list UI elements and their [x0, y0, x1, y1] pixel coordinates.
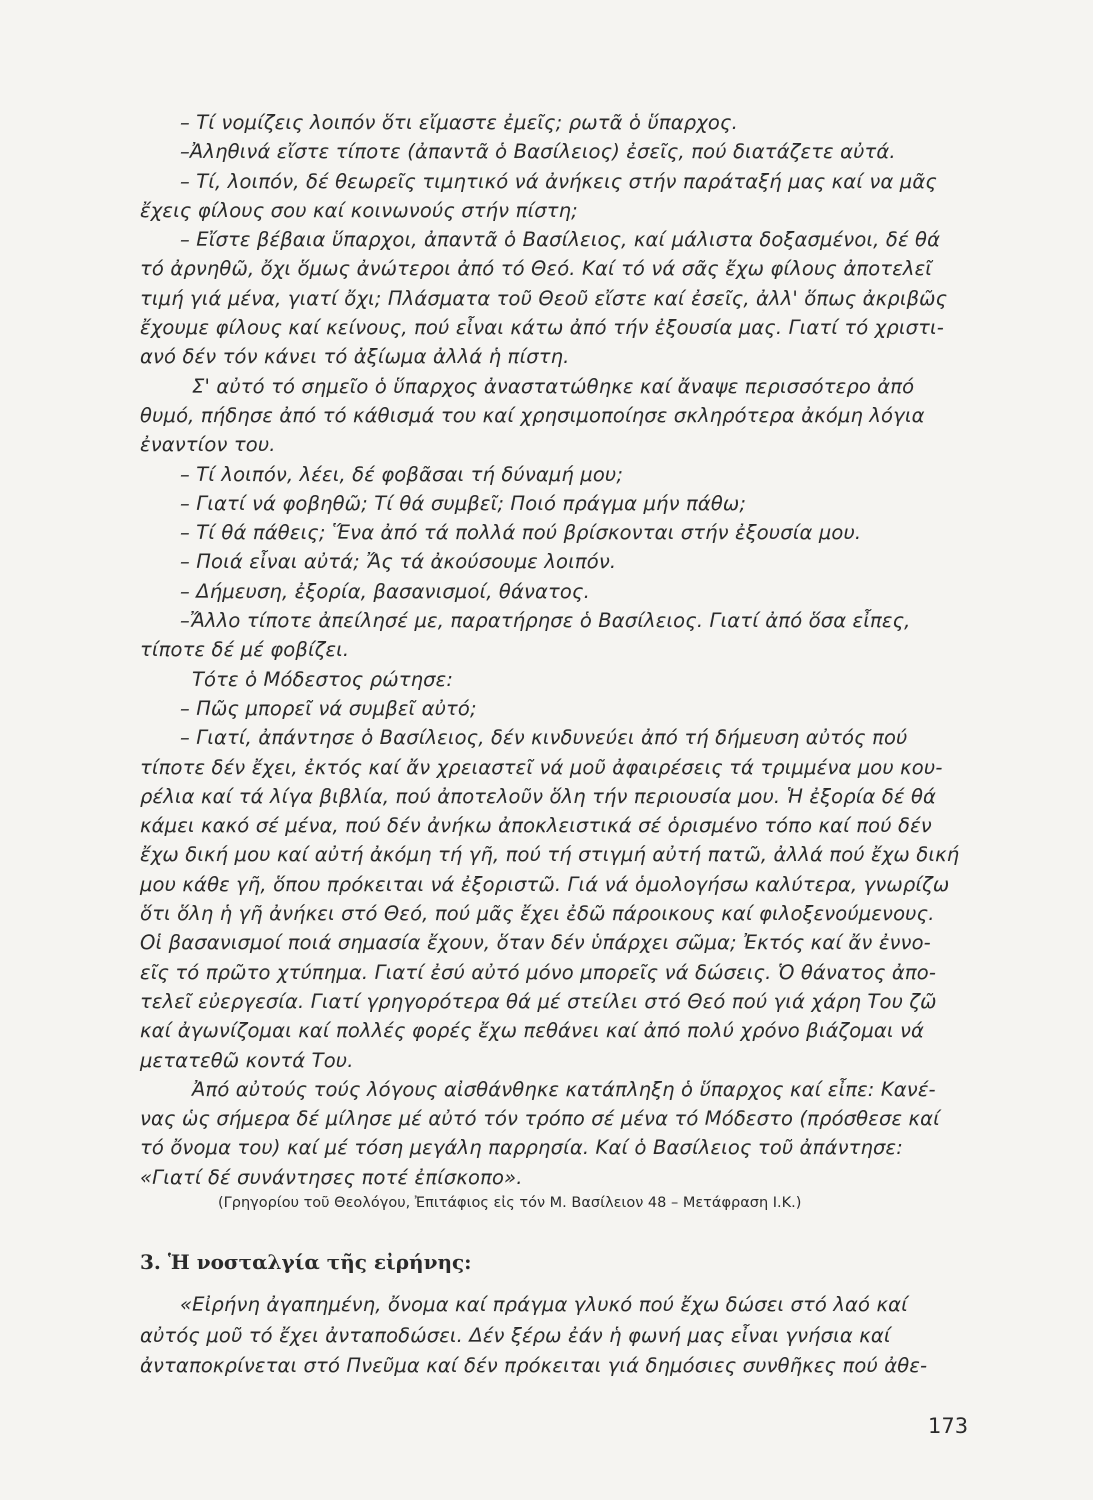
- text-line: – Τί θά πάθεις; Ἕνα ἀπό τά πολλά πού βρίσκονται στήν ἐξουσία μου.: [180, 521, 862, 545]
- text-line: τό ἀρνηθῶ, ὄχι ὅμως ἀνώτεροι ἀπό τό Θεό. Καί τό νά σᾶς ἔχω φίλους ἀποτελεῖ: [140, 257, 933, 281]
- text-line: – Πῶς μπορεῖ νά συμβεῖ αὐτό;: [180, 696, 477, 720]
- text-line: – Εἴστε βέβαια ὕπαρχοι, ἀπαντᾶ ὁ Βασίλειος, καί μάλιστα δοξασμένοι, δέ θά: [180, 228, 941, 252]
- source-citation: (Γρηγορίου τοῦ Θεολόγου, Ἐπιτάφιος εἰς τόν Μ. Βασίλειον 48 – Μετάφραση Ι.Κ.): [218, 1195, 802, 1211]
- text-line: Τότε ὁ Μόδεστος ρώτησε:: [192, 667, 454, 691]
- text-line: «Εἰρήνη ἀγαπημένη, ὄνομα καί πράγμα γλυκό πού ἔχω δώσει στό λαό καί: [180, 1293, 908, 1316]
- text-line: Σ' αὐτό τό σημεῖο ὁ ὕπαρχος ἀναστατώθηκε καί ἄναψε περισσότερο ἀπό: [192, 374, 915, 398]
- text-line: μου κάθε γῆ, ὅπου πρόκειται νά ἐξοριστῶ. Γιά νά ὁμολογήσω καλύτερα, γνωρίζω: [140, 872, 950, 896]
- page-number: 173: [928, 1414, 969, 1438]
- text-line: – Τί λοιπόν, λέει, δέ φοβᾶσαι τή δύναμή μου;: [180, 462, 624, 486]
- text-line: ἐναντίον του.: [140, 433, 276, 457]
- quote-text: [140, 1290, 972, 1382]
- text-line: κάμει κακό σέ μένα, πού δέν ἀνήκω ἀποκλειστικά σέ ὁρισμένο τόπο καί πού δέν: [140, 814, 932, 838]
- text-line: – Γιατί, ἀπάντησε ὁ Βασίλειος, δέν κινδυνεύει ἀπό τή δήμευση αὐτός πού: [180, 726, 908, 750]
- text-line: «Γιατί δέ συνάντησες ποτέ ἐπίσκοπο».: [140, 1165, 523, 1189]
- text-line: – Δήμευση, ἐξορία, βασανισμοί, θάνατος.: [180, 579, 590, 603]
- text-line: ἔχουμε φίλους καί κείνους, πού εἶναι κάτω ἀπό τήν ἐξουσία μας. Γιατί τό χριστι-: [140, 316, 944, 340]
- text-line: Ἀπό αὐτούς τούς λόγους αἰσθάνθηκε κατάπληξη ὁ ὕπαρχος καί εἶπε: Κανέ-: [192, 1077, 936, 1101]
- text-line: τελεῖ εὐεργεσία. Γιατί γρηγορότερα θά μέ στείλει στό Θεό πού γιά χάρη Του ζῶ: [140, 989, 937, 1013]
- text-line: τιμή γιά μένα, γιατί ὄχι; Πλάσματα τοῦ Θεοῦ εἴστε καί ἐσεῖς, ἀλλ' ὅπως ἀκριβῶς: [140, 286, 948, 310]
- text-line: αὐτός μοῦ τό ἔχει ἀνταποδώσει. Δέν ξέρω ἐάν ἡ φωνή μας εἶναι γνήσια καί: [140, 1323, 891, 1347]
- text-line: καί ἀγωνίζομαι καί πολλές φορές ἔχω πεθάνει καί ἀπό πολύ χρόνο βιάζομαι νά: [140, 1019, 925, 1043]
- text-line: – Τί νομίζεις λοιπόν ὅτι εἴμαστε ἐμεῖς; ρωτᾶ ὁ ὕπαρχος.: [180, 111, 738, 134]
- text-line: ὅτι ὅλη ἡ γῆ ἀνήκει στό Θεό, πού μᾶς ἔχει ἐδῶ πάροικους καί φιλοξενούμενους.: [140, 902, 935, 926]
- text-line: – Γιατί νά φοβηθῶ; Τί θά συμβεῖ; Ποιό πράγμα μήν πάθω;: [180, 491, 747, 515]
- text-line: ἔχω δική μου καί αὐτή ἀκόμη τή γῆ, πού τή στιγμή αὐτή πατῶ, ἀλλά πού ἔχω δική: [140, 843, 960, 867]
- text-line: τό ὄνομα του) καί μέ τόση μεγάλη παρρησία. Καί ὁ Βασίλειος τοῦ ἀπάντησε:: [140, 1136, 903, 1160]
- text-line: ἀνταποκρίνεται στό Πνεῦμα καί δέν πρόκειται γιά δημόσιες συνθῆκες πού ἀθε-: [140, 1354, 928, 1377]
- text-line: – Ποιά εἶναι αὐτά; Ἄς τά ἀκούσουμε λοιπόν.: [180, 550, 617, 574]
- text-line: – Τί, λοιπόν, δέ θεωρεῖς τιμητικό νά ἀνήκεις στήν παράταξή μας καί να μᾶς: [180, 169, 937, 193]
- text-line: εῖς τό πρῶτο χτύπημα. Γιατί ἐσύ αὐτό μόνο μπορεῖς νά δώσεις. Ὁ θάνατος ἀπο-: [140, 960, 937, 984]
- body-text: [140, 108, 972, 1192]
- text-line: τίποτε δέν ἔχει, ἐκτός καί ἄν χρειαστεῖ νά μοῦ ἀφαιρέσεις τά τριμμένα μου κου-: [140, 755, 943, 779]
- text-line: –Ἀληθινά εἴστε τίποτε (ἀπαντᾶ ὁ Βασίλειος) ἐσεῖς, πού διατάζετε αὐτά.: [180, 140, 896, 164]
- text-line: Οἱ βασανισμοί ποιά σημασία ἔχουν, ὅταν δέν ὑπάρχει σῶμα; Ἐκτός καί ἄν ἐννο-: [140, 931, 931, 955]
- text-line: ἔχεις φίλους σου καί κοινωνούς στήν πίστη;: [140, 198, 578, 222]
- text-line: –Ἄλλο τίποτε ἀπείλησέ με, παρατήρησε ὁ Βασίλειος. Γιατί ἀπό ὅσα εἶπες,: [180, 609, 911, 633]
- text-line: ρέλια καί τά λίγα βιβλία, πού ἀποτελοῦν ὅλη τήν περιουσία μου. Ἡ ἐξορία δέ θά: [140, 784, 937, 808]
- text-line: θυμό, πήδησε ἀπό τό κάθισμά του καί χρησιμοποίησε σκληρότερα ἀκόμη λόγια: [140, 403, 925, 427]
- text-line: μετατεθῶ κοντά Του.: [140, 1048, 354, 1072]
- text-line: τίποτε δέ μέ φοβίζει.: [140, 638, 350, 662]
- text-line: νας ὡς σήμερα δέ μίλησε μέ αὐτό τόν τρόπο σέ μένα τό Μόδεστο (πρόσθεσε καί: [140, 1107, 940, 1131]
- text-line: ανό δέν τόν κάνει τό ἀξίωμα ἀλλά ἡ πίστη.: [140, 345, 570, 369]
- section-heading: 3. Ἡ νοσταλγία τῆς εἰρήνης:: [140, 1250, 472, 1274]
